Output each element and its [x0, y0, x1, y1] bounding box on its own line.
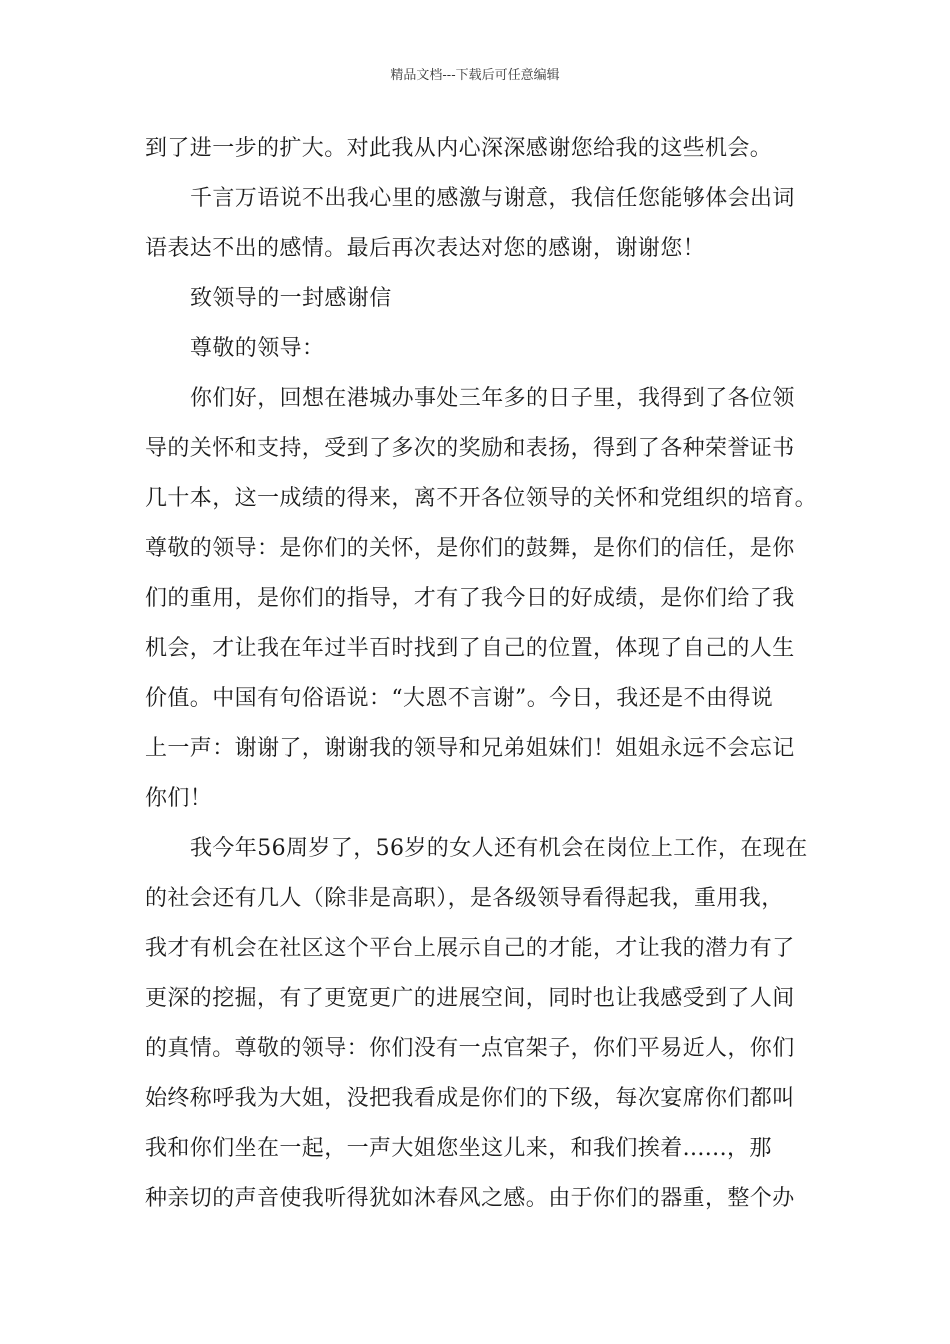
paragraph-line: 我今年56周岁了，56岁的女人还有机会在岗位上工作，在现在 — [190, 836, 808, 861]
text-line: 导的关怀和支持，受到了多次的奖励和表扬，得到了各种荣誉证书 — [145, 436, 795, 461]
text-line: 更深的挖掘，有了更宽更广的进展空间，同时也让我感受到了人间 — [145, 986, 795, 1011]
text-line: 尊敬的领导：是你们的关怀，是你们的鼓舞，是你们的信任，是你 — [145, 536, 795, 561]
text-line: 的社会还有几人（除非是高职），是各级领导看得起我，重用我， — [145, 886, 784, 911]
text-line: 始终称呼我为大姐，没把我看成是你们的下级，每次宴席你们都叫 — [145, 1086, 795, 1111]
text-line: 价值。中国有句俗语说：“大恩不言谢”。今日，我还是不由得说 — [145, 686, 774, 711]
text-line: 我和你们坐在一起，一声大姐您坐这儿来，和我们挨着......，那 — [145, 1136, 772, 1161]
text-line: 的真情。尊敬的领导：你们没有一点官架子，你们平易近人，你们 — [145, 1036, 795, 1061]
text-line: 们的重用，是你们的指导，才有了我今日的好成绩，是你们给了我 — [145, 586, 795, 611]
text-line: 到了进一步的扩大。对此我从内心深深感谢您给我的这些机会。 — [145, 136, 773, 161]
paragraph-line: 千言万语说不出我心里的感激与谢意，我信任您能够体会出词 — [190, 186, 795, 211]
text-line: 种亲切的声音使我听得犹如沐春风之感。由于你们的器重，整个办 — [145, 1186, 795, 1211]
page-header: 精品文档---下载后可任意编辑 — [390, 68, 560, 83]
salutation: 尊敬的领导： — [190, 336, 325, 361]
letter-title: 致领导的一封感谢信 — [190, 286, 392, 311]
text-line: 几十本，这一成绩的得来，离不开各位领导的关怀和党组织的培育。 — [145, 486, 818, 511]
text-line: 我才有机会在社区这个平台上展示自己的才能，才让我的潜力有了 — [145, 936, 795, 961]
text-line: 语表达不出的感情。最后再次表达对您的感谢，谢谢您！ — [145, 236, 706, 261]
text-line: 上一声：谢谢了，谢谢我的领导和兄弟姐妹们！姐姐永远不会忘记 — [145, 736, 795, 761]
text-line: 机会，才让我在年过半百时找到了自己的位置，体现了自己的人生 — [145, 636, 795, 661]
text-line: 你们！ — [145, 786, 213, 811]
paragraph-line: 你们好，回想在港城办事处三年多的日子里，我得到了各位领 — [190, 386, 795, 411]
